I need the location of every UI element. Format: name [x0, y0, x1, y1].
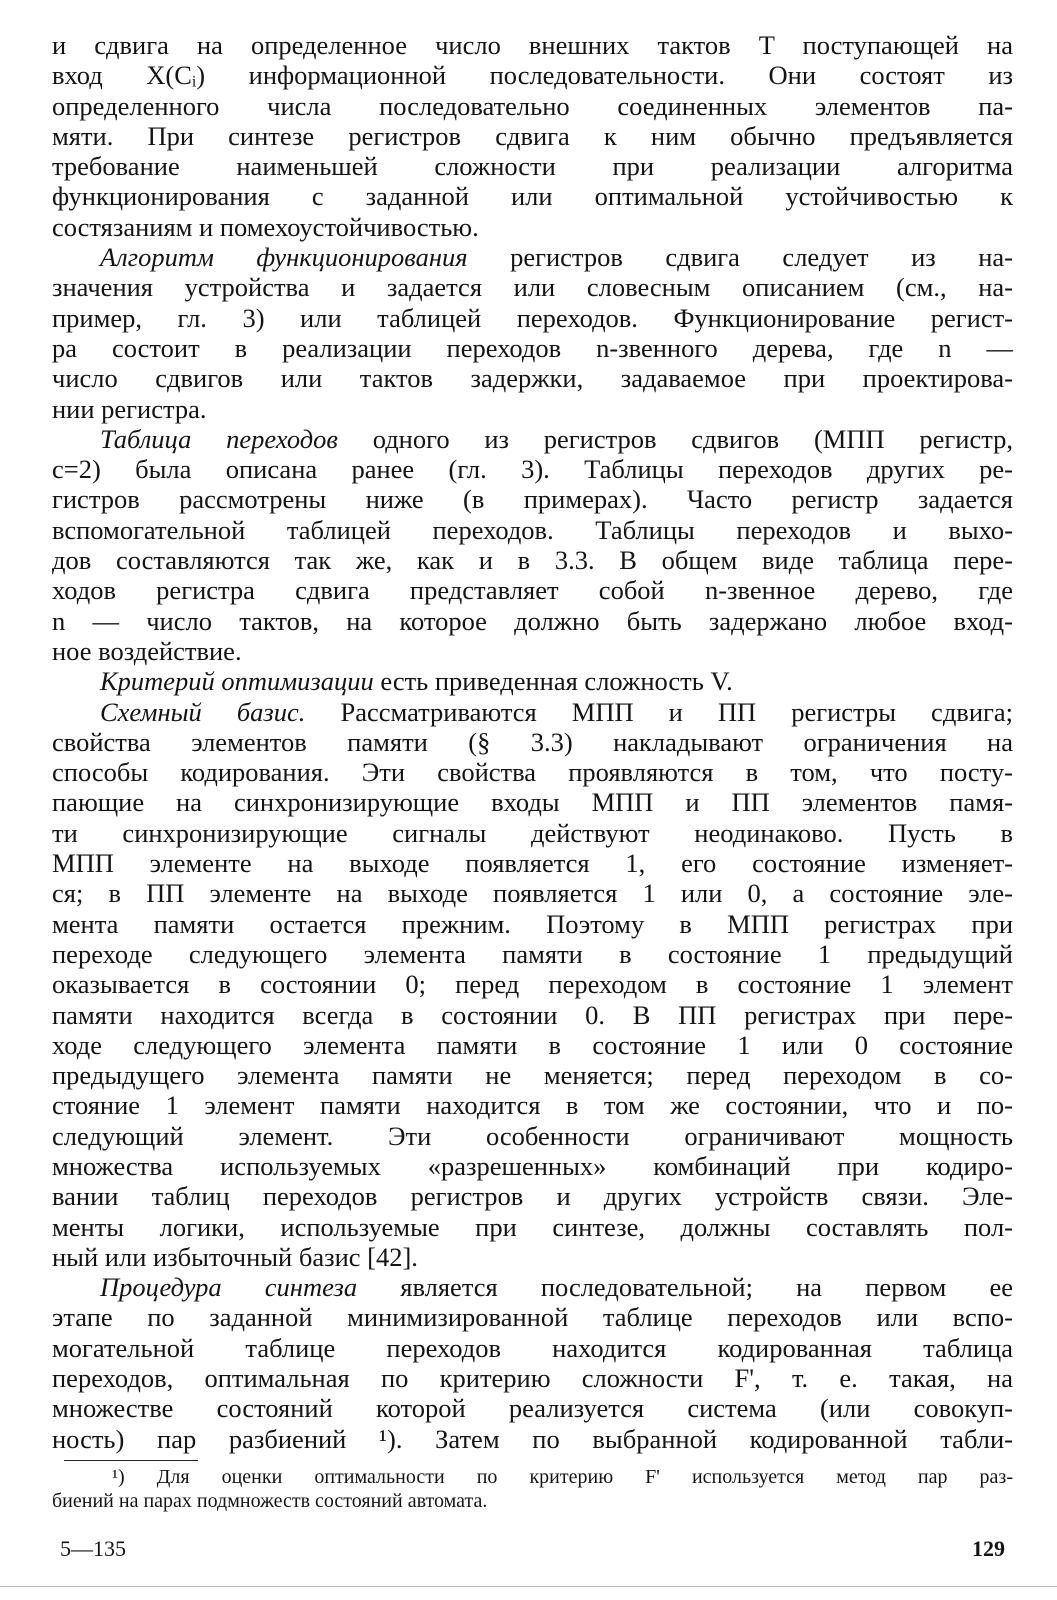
paragraph-transition-table [52, 424, 1013, 666]
text-line: вспомогательной таблицей переходов. Таблицы переходов и выхо- [52, 514, 1013, 545]
text-line: требование наименьшей сложности при реализации алгоритма [52, 151, 1013, 182]
text-line: мента памяти остается прежним. Поэтому в МПП регистрах при [52, 908, 1013, 939]
text-line: ный или избыточный базис [42]. [52, 1241, 418, 1272]
text-line: переходе следующего элемента памяти в состояние 1 предыдущий [52, 938, 1013, 969]
text-run: регистров сдвига следует из на- [467, 242, 1013, 273]
text-line [52, 1272, 1013, 1302]
paragraph-circuit-basis [52, 697, 1013, 1273]
paragraph-1 [52, 30, 1013, 242]
text-line: множества используемых «разрешенных» комбинаций при кодиро- [52, 1150, 1013, 1181]
text-line: стояние 1 элемент памяти находится в том же состоянии, что и по- [52, 1090, 1013, 1121]
scan-edge [0, 1586, 1057, 1587]
text-line [52, 424, 1013, 454]
text-line: ра состоит в реализации переходов n-звенного дерева, где n — [52, 332, 1013, 363]
text-line: гистров рассмотрены ниже (в примерах). Часто регистр задается [52, 484, 1013, 515]
page-body [52, 30, 1013, 1513]
text-line: ся; в ПП элементе на выходе появляется 1 или 0, а состояние эле- [52, 878, 1013, 909]
text-line: нии регистра. [52, 393, 207, 424]
text-line: памяти находится всегда в состоянии 0. В ПП регистрах при пере- [52, 999, 1013, 1030]
italic-term: Алгоритм функционирования [100, 242, 468, 273]
paragraph-criterion [52, 666, 1013, 696]
text-line: переходов, оптимальная по критерию сложности F', т. е. такая, на [52, 1363, 1013, 1394]
text-line: способы кодирования. Эти свойства проявляются в том, что посту- [52, 757, 1013, 788]
text-run: Рассматриваются МПП и ПП регистры сдвига; [305, 696, 1013, 727]
text-line: МПП элементе на выходе появляется 1, его состояние изменяет- [52, 848, 1013, 879]
text-line: ность) пар разбиений ¹). Затем по выбранной кодированной табли- [52, 1423, 1013, 1454]
text-line: пример, гл. 3) или таблицей переходов. Функционирование регист- [52, 302, 1013, 333]
text-run: является последовательной; на первом ее [357, 1272, 1014, 1303]
text-line: дов составляются так же, как и в 3.3. В общем виде таблица пере- [52, 545, 1013, 576]
text-line: значения устройства и задается или словесным описанием (см., на- [52, 272, 1013, 303]
text-line: ходов регистра сдвига представляет собой n-звенное дерево, где [52, 575, 1013, 606]
footnote-separator [64, 1460, 198, 1461]
italic-term: Таблица переходов [100, 423, 338, 454]
printer-signature: 5—135 [60, 1536, 126, 1561]
text-line: мяти. При синтезе регистров сдвига к ним обычно предъявляется [52, 120, 1013, 151]
text-line: множестве состояний которой реализуется система (или совокуп- [52, 1393, 1013, 1424]
text-line [52, 697, 1013, 727]
footnote-line: ¹) Для оценки оптимальности по критерию F' используется метод пар раз- [112, 1465, 1013, 1488]
text-line: этапе по заданной минимизированной таблице переходов или вспо- [52, 1302, 1013, 1333]
text-line: n — число тактов, на которое должно быть задержано любое вход- [52, 605, 1013, 636]
text-line: определенного числа последовательно соединенных элементов па- [52, 90, 1013, 121]
text-line: могательной таблице переходов находится кодированная таблица [52, 1332, 1013, 1363]
text-line: функционирования с заданной или оптимальной устойчивостью к [52, 181, 1013, 212]
text-line [52, 242, 1013, 272]
footnote [52, 1465, 1013, 1513]
text-line: вход X(Cᵢ) информационной последовательности. Они состоят из [52, 60, 1013, 91]
text-line: предыдущего элемента памяти не меняется; перед переходом в со- [52, 1060, 1013, 1091]
text-line: и сдвига на определенное число внешних тактов T поступающей на [52, 30, 1013, 60]
text-line: c=2) была описана ранее (гл. 3). Таблицы переходов других ре- [52, 454, 1013, 485]
text-line: свойства элементов памяти (§ 3.3) накладывают ограничения на [52, 726, 1013, 757]
text-line: менты логики, используемые при синтезе, должны составлять пол- [52, 1211, 1013, 1242]
text-line: пающие на синхронизирующие входы МПП и ПП элементов памя- [52, 787, 1013, 818]
text-line: оказывается в состоянии 0; перед переходом в состояние 1 элемент [52, 969, 1013, 1000]
paragraph-synthesis-procedure [52, 1272, 1013, 1454]
text-line: ное воздействие. [52, 635, 242, 666]
text-line: ходе следующего элемента памяти в состояние 1 или 0 состояние [52, 1029, 1013, 1060]
page-number: 129 [972, 1536, 1005, 1561]
italic-term: Критерий оптимизации [100, 666, 374, 697]
text-run: есть приведенная сложность V. [373, 666, 733, 697]
text-run: одного из регистров сдвигов (МПП регистр, [337, 423, 1013, 454]
text-line: число сдвигов или тактов задержки, задаваемое при проектирова- [52, 363, 1013, 394]
text-line [52, 666, 1013, 696]
italic-term: Схемный базис. [100, 696, 306, 727]
italic-term: Процедура синтеза [100, 1272, 358, 1303]
text-line: ти синхронизирующие сигналы действуют неодинаково. Пусть в [52, 817, 1013, 848]
text-line: состязаниям и помехоустойчивостью. [52, 211, 479, 242]
text-line: вании таблиц переходов регистров и других устройств связи. Эле- [52, 1181, 1013, 1212]
paragraph-algorithm [52, 242, 1013, 424]
text-line: следующий элемент. Эти особенности ограничивают мощность [52, 1120, 1013, 1151]
footnote-line: биений на парах подмножеств состояний автомата. [52, 1489, 488, 1512]
